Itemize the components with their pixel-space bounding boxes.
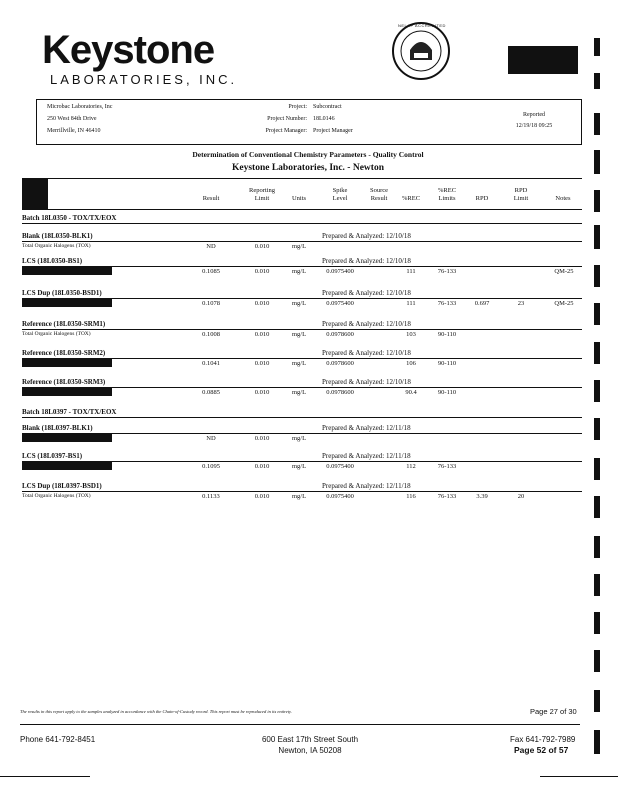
project-number-label: Project Number:	[267, 116, 307, 122]
prep-analyzed: Prepared & Analyzed: 12/10/18	[322, 378, 411, 386]
value-rpd: 0.697	[474, 300, 490, 307]
accreditation-seal	[386, 20, 456, 82]
value-rpdlim: 23	[517, 300, 525, 307]
project-number-value: 18L0146	[313, 116, 335, 122]
value-rl: 0.010	[254, 243, 270, 250]
logo-name: Keystone	[42, 28, 215, 72]
prep-analyzed: Prepared & Analyzed: 12/10/18	[322, 232, 411, 240]
entry-label: Reference (18L0350-SRM1)	[22, 320, 106, 328]
client-city: Merrillville, IN 46410	[47, 128, 101, 134]
value-rl: 0.010	[254, 435, 270, 442]
client-name: Microbac Laboratories, Inc	[47, 104, 113, 110]
prep-analyzed: Prepared & Analyzed: 12/11/18	[322, 424, 411, 432]
entry-label: Blank (18L0350-BLK1)	[22, 232, 93, 240]
entry-label: LCS Dup (18L0397-BSD1)	[22, 482, 102, 490]
analyte-redaction	[22, 359, 112, 367]
value-rpd: 3.39	[476, 493, 488, 500]
value-spike: 0.0978600	[326, 331, 354, 338]
entry-label: LCS Dup (18L0350-BSD1)	[22, 289, 102, 297]
project-manager-label: Project Manager:	[265, 128, 307, 134]
value-spike: 0.0975400	[326, 493, 354, 500]
value-units: mg/L	[291, 243, 307, 250]
value-units: mg/L	[291, 331, 307, 338]
col-rpd-limit-top: RPD	[514, 187, 528, 194]
value-units: mg/L	[291, 435, 307, 442]
page-number: Page 27 of 30	[530, 707, 577, 716]
entry-label: LCS (18L0397-BS1)	[22, 452, 83, 460]
value-result: ND	[206, 435, 216, 442]
value-units: mg/L	[291, 493, 307, 500]
prep-analyzed: Prepared & Analyzed: 12/10/18	[322, 257, 411, 265]
value-result: 0.1095	[202, 463, 220, 470]
value-units: mg/L	[291, 268, 307, 275]
entry-label: Blank (18L0397-BLK1)	[22, 424, 93, 432]
value-spike: 0.0978600	[326, 360, 354, 367]
col-rpd-limit-bottom: Limit	[513, 195, 529, 202]
col-source-bottom: Result	[370, 195, 388, 202]
value-rec: 116	[406, 493, 416, 500]
value-spike: 0.0975400	[326, 300, 354, 307]
company-logo	[42, 30, 237, 87]
footer-address-line1: 600 East 17th Street South	[261, 735, 359, 744]
col-spike-top: Spike	[332, 187, 348, 194]
col-rec: %REC	[401, 195, 421, 202]
value-units: mg/L	[291, 389, 307, 396]
analyte-name: Total Organic Halogens (TOX)	[22, 493, 91, 499]
value-limits: 76-133	[437, 300, 457, 307]
project-value: Subcontract	[313, 104, 342, 110]
value-rl: 0.010	[254, 463, 270, 470]
col-rec-limits-bottom: Limits	[438, 195, 456, 202]
value-rec: 111	[406, 300, 416, 307]
col-source-top: Source	[369, 187, 389, 194]
col-rpd: RPD	[475, 195, 489, 202]
value-result: 0.1041	[202, 360, 220, 367]
analyte-redaction	[22, 434, 112, 442]
footer-fax: Fax 641-792-7989	[510, 735, 576, 744]
value-rec: 111	[406, 268, 416, 275]
report-header-box	[36, 99, 582, 145]
analyte-redaction	[22, 267, 112, 275]
analyte-redaction	[22, 388, 112, 396]
value-rl: 0.010	[254, 300, 270, 307]
analyte-name: Total Organic Halogens (TOX)	[22, 331, 91, 337]
report-title: Determination of Conventional Chemistry Parameters - Quality Control	[192, 150, 424, 159]
value-notes: QM-25	[554, 300, 574, 307]
value-rl: 0.010	[254, 493, 270, 500]
analyte-redaction	[22, 299, 112, 307]
value-result: 0.1085	[202, 268, 220, 275]
seal-icon	[386, 20, 456, 82]
value-rec: 90.4	[405, 389, 417, 396]
value-spike: 0.0975400	[326, 268, 354, 275]
batch-title: Batch 18L0350 - TOX/TX/EOX	[22, 214, 117, 222]
footer-phone: Phone 641-792-8451	[20, 735, 96, 744]
col-rec-limits-top: %REC	[437, 187, 457, 194]
value-limits: 76-133	[437, 493, 457, 500]
project-label: Project:	[288, 104, 307, 110]
entry-label: Reference (18L0350-SRM3)	[22, 378, 106, 386]
value-rl: 0.010	[254, 389, 270, 396]
client-address: 250 West 84th Drive	[47, 116, 97, 122]
value-units: mg/L	[291, 360, 307, 367]
value-rec: 103	[406, 331, 416, 338]
value-rl: 0.010	[254, 360, 270, 367]
col-notes: Notes	[555, 195, 571, 202]
value-limits: 90-110	[437, 360, 457, 367]
value-spike: 0.0978600	[326, 389, 354, 396]
value-result: 0.0885	[202, 389, 220, 396]
disclaimer: The results in this report apply to the samples analyzed in accordance with the Chain-of-Custody record. This report must be reproduced in its entirety.	[20, 709, 292, 714]
value-limits: 76-133	[437, 268, 457, 275]
value-units: mg/L	[291, 463, 307, 470]
value-rec: 112	[406, 463, 416, 470]
prep-analyzed: Prepared & Analyzed: 12/10/18	[322, 289, 411, 297]
value-rl: 0.010	[254, 268, 270, 275]
value-limits: 76-133	[437, 463, 457, 470]
value-rl: 0.010	[254, 331, 270, 338]
value-result: 0.1078	[202, 300, 220, 307]
seal-text: NELAP ACCREDITED	[398, 23, 446, 28]
value-units: mg/L	[291, 300, 307, 307]
value-rec: 106	[406, 360, 416, 367]
value-rpdlim: 20	[517, 493, 525, 500]
batch-title: Batch 18L0397 - TOX/TX/EOX	[22, 408, 117, 416]
prep-analyzed: Prepared & Analyzed: 12/11/18	[322, 452, 411, 460]
col-rl-top: Reporting	[249, 187, 275, 194]
project-manager-value: Project Manager	[313, 128, 353, 134]
entry-label: Reference (18L0350-SRM2)	[22, 349, 106, 357]
column-headers	[0, 187, 618, 207]
value-result: ND	[206, 243, 216, 250]
value-result: 0.1133	[202, 493, 220, 500]
value-limits: 90-110	[437, 389, 457, 396]
col-rl-bottom: Limit	[254, 195, 270, 202]
col-units: Units	[291, 195, 307, 202]
prep-analyzed: Prepared & Analyzed: 12/10/18	[322, 349, 411, 357]
analyte-redaction	[22, 462, 112, 470]
analyte-name: Total Organic Halogens (TOX)	[22, 243, 91, 249]
footer-page: Page 52 of 57	[514, 745, 569, 755]
value-result: 0.1008	[202, 331, 220, 338]
value-limits: 90-110	[437, 331, 457, 338]
reported-date: 12/19/18 09:25	[515, 123, 553, 129]
col-result: Result	[202, 195, 220, 202]
value-notes: QM-25	[554, 268, 574, 275]
logo-subtitle: LABORATORIES, INC.	[50, 72, 238, 87]
lab-title: Keystone Laboratories, Inc. - Newton	[232, 163, 384, 173]
reported-label: Reported	[523, 112, 545, 118]
prep-analyzed: Prepared & Analyzed: 12/10/18	[322, 320, 411, 328]
value-spike: 0.0975400	[326, 463, 354, 470]
col-spike-bottom: Level	[332, 195, 348, 202]
prep-analyzed: Prepared & Analyzed: 12/11/18	[322, 482, 411, 490]
entry-label: LCS (18L0350-BS1)	[22, 257, 83, 265]
redaction-block	[508, 46, 578, 74]
footer-address-line2: Newton, IA 50208	[278, 746, 342, 755]
